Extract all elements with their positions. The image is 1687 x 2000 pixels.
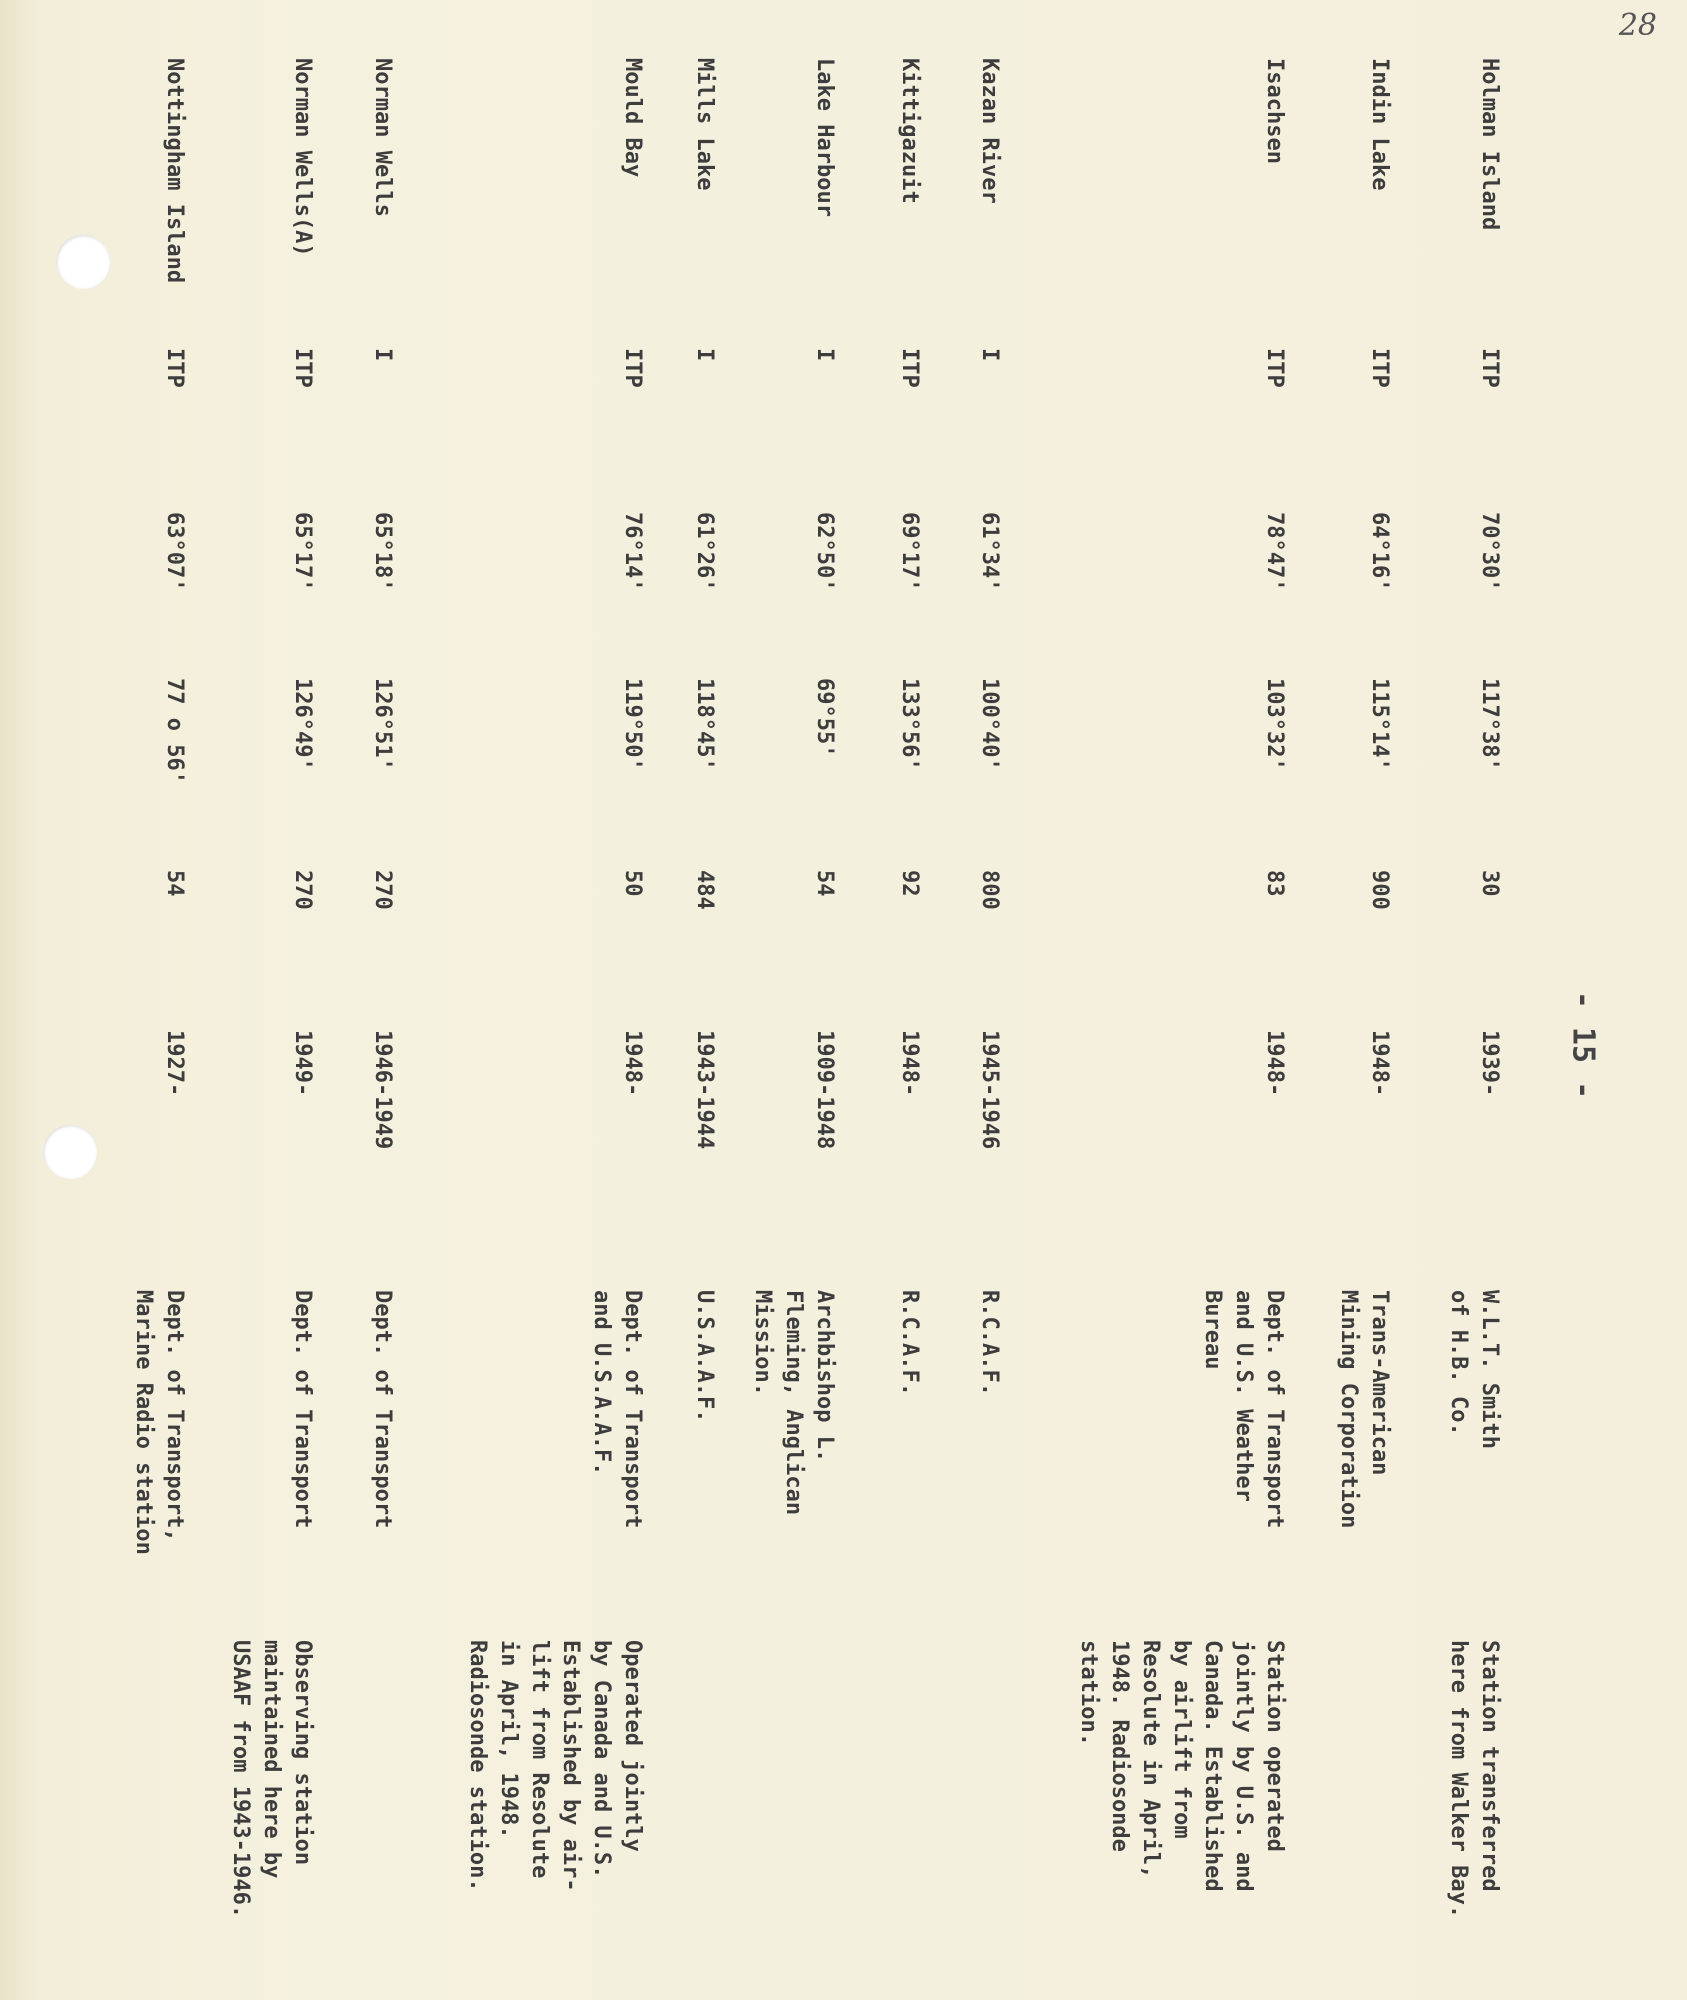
cell-years: 1945-1946 bbox=[977, 1030, 1002, 1150]
cell-lat: 70°30' bbox=[1477, 512, 1502, 592]
cell-type: ITP bbox=[897, 348, 922, 388]
cell-type: I bbox=[812, 348, 837, 362]
cell-lon: 69°55' bbox=[812, 678, 837, 758]
cell-lat: 61°34' bbox=[977, 512, 1002, 592]
folio-number: - 15 - bbox=[1565, 990, 1601, 1100]
cell-station: Isachsen bbox=[1262, 58, 1287, 164]
cell-elev: 54 bbox=[812, 870, 837, 897]
cell-operator: Trans-American Mining Corporation bbox=[1336, 1290, 1392, 1529]
table-row bbox=[1336, 0, 1396, 2000]
cell-lon: 115°14' bbox=[1367, 678, 1392, 771]
cell-years: 1939- bbox=[1477, 1030, 1502, 1097]
cell-station: Norman Wells bbox=[370, 58, 395, 217]
cell-lat: 61°26' bbox=[692, 512, 717, 592]
table-row bbox=[897, 0, 926, 2000]
cell-years: 1946-1949 bbox=[370, 1030, 395, 1150]
cell-years: 1943-1944 bbox=[692, 1030, 717, 1150]
table-row bbox=[1076, 0, 1291, 2000]
cell-years: 1949- bbox=[290, 1030, 315, 1097]
cell-years: 1909-1948 bbox=[812, 1030, 837, 1150]
cell-lat: 64°16' bbox=[1367, 512, 1392, 592]
cell-lon: 133°56' bbox=[897, 678, 922, 771]
cell-lat: 76°14' bbox=[620, 512, 645, 592]
cell-remarks: Station operated jointly by U.S. and Canada. Established by airlift from Resolute in April, 1948. Radiosonde station. bbox=[1076, 1640, 1287, 1892]
cell-lat: 65°17' bbox=[290, 512, 315, 592]
cell-station: Kazan River bbox=[977, 58, 1002, 204]
cell-type: ITP bbox=[1367, 348, 1392, 388]
cell-operator: U.S.A.A.F. bbox=[692, 1290, 717, 1423]
cell-station: Holman Island bbox=[1477, 58, 1502, 231]
table-row bbox=[465, 0, 649, 2000]
cell-lon: 77 o 56' bbox=[162, 678, 187, 784]
cell-type: ITP bbox=[1477, 348, 1502, 388]
cell-lat: 62°50' bbox=[812, 512, 837, 592]
cell-lat: 63°07' bbox=[162, 512, 187, 592]
cell-station: Mills Lake bbox=[692, 58, 717, 191]
cell-type: I bbox=[977, 348, 1002, 362]
cell-operator: Dept. of Transport and U.S. Weather Bureau bbox=[1200, 1290, 1287, 1529]
cell-operator: Dept. of Transport bbox=[370, 1290, 395, 1529]
cell-operator: W.L.T. Smith of H.B. Co. bbox=[1446, 1290, 1502, 1449]
cell-years: 1927- bbox=[162, 1030, 187, 1097]
cell-lon: 103°32' bbox=[1262, 678, 1287, 771]
cell-elev: 484 bbox=[692, 870, 717, 910]
cell-years: 1948- bbox=[897, 1030, 922, 1097]
cell-station: Mould Bay bbox=[620, 58, 645, 178]
cell-lon: 126°51' bbox=[370, 678, 395, 771]
cell-elev: 270 bbox=[290, 870, 315, 910]
table-row bbox=[228, 0, 319, 2000]
cell-remarks: Operated jointly by Canada and U.S. Established by air- lift from Resolute in April, 1948. Radiosonde station. bbox=[465, 1640, 645, 1892]
cell-remarks: Observing station maintained here by USAAF from 1943-1946. bbox=[228, 1640, 315, 1919]
cell-remarks: Station transferred here from Walker Bay. bbox=[1446, 1640, 1502, 1919]
cell-lon: 119°50' bbox=[620, 678, 645, 771]
cell-type: ITP bbox=[162, 348, 187, 388]
cell-operator: R.C.A.F. bbox=[977, 1290, 1002, 1396]
cell-type: ITP bbox=[290, 348, 315, 388]
table-row bbox=[692, 0, 721, 2000]
table-row bbox=[131, 0, 191, 2000]
cell-operator: Dept. of Transport, Marine Radio station bbox=[131, 1290, 187, 1555]
cell-elev: 30 bbox=[1477, 870, 1502, 897]
cell-type: I bbox=[370, 348, 395, 362]
cell-elev: 92 bbox=[897, 870, 922, 897]
cell-type: ITP bbox=[1262, 348, 1287, 388]
cell-operator: Archbishop L. Fleming, Anglican Mission. bbox=[750, 1290, 837, 1516]
cell-lon: 100°40' bbox=[977, 678, 1002, 771]
cell-lon: 118°45' bbox=[692, 678, 717, 771]
table-row bbox=[370, 0, 399, 2000]
cell-operator: Dept. of Transport and U.S.A.A.F. bbox=[589, 1290, 645, 1529]
cell-lon: 126°49' bbox=[290, 678, 315, 771]
cell-station: Kittigazuit bbox=[897, 58, 922, 204]
cell-elev: 50 bbox=[620, 870, 645, 897]
table-row bbox=[1446, 0, 1506, 2000]
cell-station: Nottingham Island bbox=[162, 58, 187, 284]
cell-type: I bbox=[692, 348, 717, 362]
cell-elev: 900 bbox=[1367, 870, 1392, 910]
cell-operator: Dept. of Transport bbox=[290, 1290, 315, 1529]
punch-hole-bottom bbox=[43, 1125, 97, 1179]
cell-elev: 800 bbox=[977, 870, 1002, 910]
cell-elev: 270 bbox=[370, 870, 395, 910]
cell-station: Lake Harbour bbox=[812, 58, 837, 217]
cell-years: 1948- bbox=[1367, 1030, 1392, 1097]
cell-elev: 83 bbox=[1262, 870, 1287, 897]
cell-years: 1948- bbox=[1262, 1030, 1287, 1097]
table-row bbox=[977, 0, 1006, 2000]
punch-hole-top bbox=[56, 235, 110, 289]
cell-lat: 69°17' bbox=[897, 512, 922, 592]
cell-lat: 65°18' bbox=[370, 512, 395, 592]
cell-operator: R.C.A.F. bbox=[897, 1290, 922, 1396]
cell-type: ITP bbox=[620, 348, 645, 388]
handwritten-page-number: 28 bbox=[1618, 8, 1657, 43]
cell-station: Indin Lake bbox=[1367, 58, 1392, 191]
cell-station: Norman Wells(A) bbox=[290, 58, 315, 257]
cell-lon: 117°38' bbox=[1477, 678, 1502, 771]
cell-lat: 78°47' bbox=[1262, 512, 1287, 592]
cell-years: 1948- bbox=[620, 1030, 645, 1097]
table-row bbox=[750, 0, 841, 2000]
cell-elev: 54 bbox=[162, 870, 187, 897]
